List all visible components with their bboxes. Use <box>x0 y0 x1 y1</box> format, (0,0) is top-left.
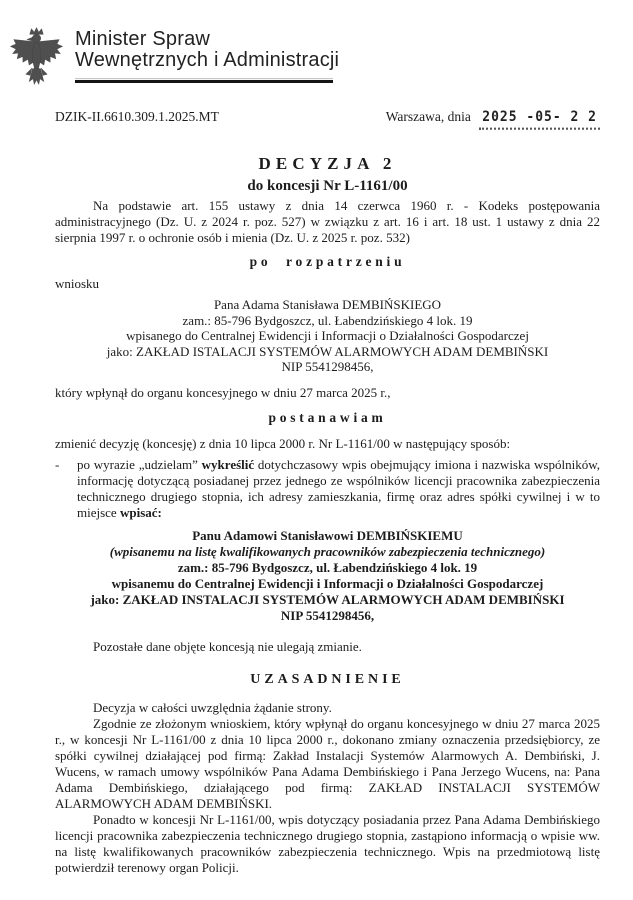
received-paragraph: który wpłynął do organu koncesyjnego w dniu 27 marca 2025 r., <box>55 384 391 400</box>
meta-row <box>55 109 600 129</box>
case-number: DZIK-II.6610.309.1.2025.MT <box>55 109 219 124</box>
new-entry-line: Panu Adamowi Stanisławowi DEMBIŃSKIEMU <box>192 527 463 543</box>
justification-p3: Ponadto w koncesji Nr L-1161/00, wpis dotyczący posiadania przez Pana Adama Dembińskiego licencji pracownika zabezpieczenia technicznego drugiego stopnia, zastąpiono informacją o wpisie ww. na listę kwalifikowanych pracowników zabezpieczenia technicznego. Wpis na przedmiotową listę potwierdził terenowy organ Policji. <box>55 811 600 875</box>
new-entry-line: NIP 5541298456, <box>280 607 375 623</box>
ministry-name-line2: Wewnętrznych i Administracji <box>75 49 340 71</box>
ministry-block <box>75 26 339 83</box>
decision-intro: zmienić decyzję (koncesję) z dnia 10 lipca 2000 r. Nr L-1161/00 w następujący sposób: <box>55 435 511 451</box>
justification-p1: Decyzja w całości uwzględnia żądanie strony. <box>93 699 332 715</box>
legal-basis-paragraph: Na podstawie art. 155 ustawy z dnia 14 czerwca 1960 r. - Kodeks postępowania administracyjnego (Dz. U. z 2024 r. poz. 527) w związku z art. 16 i art. 18 ust. 1 ustawy z dnia 22 sierpnia 1997 r. o ochronie osób i mienia (Dz. U. z 2025 r. poz. 532) <box>55 198 600 245</box>
bullet-part2: dotychczasowy wpis obejmujący imiona i nazwiska wspólników, informację dotyczącą posiadanej przez jednego ze wspólników licencji pracownika zabezpieczenia technicznego drugiego stopnia, ich adresy zamieszkania, firmę oraz adres spółki cywilnej i w to miejsce <box>77 456 600 520</box>
eagle-crown <box>30 28 44 35</box>
place-and-date <box>386 109 600 129</box>
new-entry-block <box>55 528 600 624</box>
eagle-beak <box>27 37 33 41</box>
polish-eagle-emblem <box>8 26 65 98</box>
new-entry-line: zam.: 85-796 Bydgoszcz, ul. Łabendzińskiego 4 lok. 19 <box>177 559 478 575</box>
applicant-block <box>55 297 600 375</box>
header-rule <box>75 78 333 83</box>
ministry-name-line1: Minister Spraw <box>75 28 211 50</box>
place-date-label: Warszawa, dnia <box>385 109 471 124</box>
justification-p2: Zgodnie ze złożonym wnioskiem, który wpłynął do organu koncesyjnego w dniu 27 marca 2025 r., w koncesji Nr L-1161/00 z dnia 10 lipca 2000 r., dokonano zmiany oznaczenia przedsiębiorcy, ze spółki cywilnej działającej pod firmą: Zakład Instalacji Systemów Alarmowych A. Dembiński, J. Wucens, w ramach umowy wspólników Pana Adama Dembińskiego i Pana Jerzego Wucens, na: Pana Adama Dembińskiego, działającego pod firmą: ZAKŁAD INSTALACJI SYSTEMÓW ALARMOWYCH ADAM DEMBIŃSKI. <box>55 715 600 811</box>
heading-po-rozpatrzeniu: po rozpatrzeniu <box>249 254 406 269</box>
applicant-line: NIP 5541298456, <box>281 359 374 375</box>
bullet-part1: po wyrazie „udzielam” <box>77 456 202 472</box>
eagle-head <box>32 34 41 43</box>
new-entry-line: (wpisanemu na listę kwalifikowanych pracowników zabezpieczenia technicznego) <box>109 543 546 559</box>
document-title: DECYZJA 2 <box>258 154 397 173</box>
remaining-data-paragraph: Pozostałe dane objęte koncesją nie ulegają zmianie. <box>93 638 362 654</box>
bullet-text <box>77 457 600 521</box>
applicant-line: jako: ZAKŁAD ISTALACJI SYSTEMÓW ALARMOWYCH ADAM DEMBIŃSKI <box>106 343 549 359</box>
new-entry-line: jako: ZAKŁAD INSTALACJI SYSTEMÓW ALARMOWYCH ADAM DEMBIŃSKI <box>90 591 565 607</box>
decision-bullet-item <box>55 457 600 521</box>
bullet-bold-wykreslic: wykreślić <box>201 456 255 472</box>
letterhead <box>8 26 600 98</box>
applicant-line: zam.: 85-796 Bydgoszcz, ul. Łabendzińskiego 4 lok. 19 <box>182 312 473 328</box>
new-entry-line: wpisanemu do Centralnej Ewidencji i Informacji o Działalności Gospodarczej <box>111 575 544 591</box>
applicant-line: Pana Adama Stanisława DEMBIŃSKIEGO <box>213 297 442 312</box>
bullet-dash: - <box>55 456 60 472</box>
date-stamp: 2025 -05- 2 2 <box>479 109 600 130</box>
wniosku-label: wniosku <box>55 276 100 291</box>
document-subtitle: do koncesji Nr L-1161/00 <box>247 178 408 194</box>
heading-postanawiam: postanawiam <box>268 409 387 425</box>
bullet-bold-wpisac: wpisać: <box>119 504 162 520</box>
applicant-line: wpisanego do Centralnej Ewidencji i Informacji o Działalności Gospodarczej <box>126 328 529 344</box>
heading-uzasadnienie: UZASADNIENIE <box>250 671 405 687</box>
